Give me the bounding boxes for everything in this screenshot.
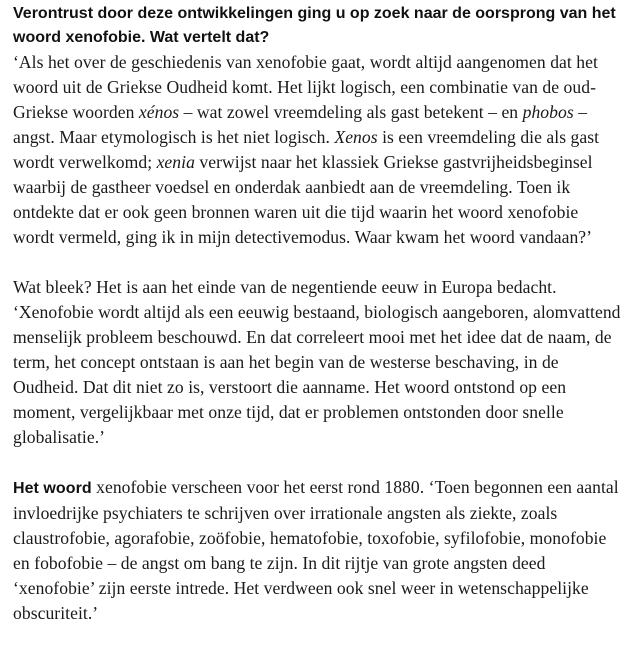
italic-term-xenia: xenia — [156, 152, 195, 172]
paragraph-nineteenth-century: Wat bleek? Het is aan het einde van de negentiende eeuw in Europa bedacht. ‘Xenofobie wordt altijd als een eeuwig bestaand, biologisch aangeboren, alomvattend menselijk probleem beschouwd. En dat correleert mooi met het idee dat de naam, de term, het concept ontstaan is aan het begin van de westerse beschaving, in de Oudheid. Dat dit niet zo is, verstoort die aanname. Het woord ontstond op een moment, vergelijkbaar met onze tijd, dat er problemen ontstonden door snelle globalisatie.’ — [13, 277, 621, 447]
text-segment: – angst. Maar etymologisch is het niet logisch. — [13, 102, 588, 147]
text-segment: is een vreemdeling die als gast wordt verwelkomd; — [13, 127, 600, 172]
text-segment: xenofobie verscheen voor het eerst rond 1880. ‘Toen begonnen een aantal invloedrijke psychiaters te schrijven over irrationale angsten als ziekte, zoals claustrofobie, agorafobie, zoöfobie, hematofobie, toxofobie, syfilofobie, monofobie en fobofobie – de angst om bang te zijn. In dit rijtje van grote angsten deed ‘xenofobie’ zijn eerste intrede. Het verdween ook snel weer in wetenschappelijke obscuriteit.’ — [13, 477, 619, 623]
interview-question: Verontrust door deze ontwikkelingen ging u op zoek naar de oorsprong van het woord xenofobie. Wat vertelt dat? — [13, 5, 616, 46]
text-segment: – wat zowel vreemdeling als gast betekent – en — [179, 102, 523, 122]
text-segment: verwijst naar het klassiek Griekse gastvrijheidsbeginsel waarbij de gastheer voedsel en onderdak aanbiedt aan de vreemdeling. Toen ik ontdekte dat er ook geen bronnen waren uit die tijd waarin het woord xenofobie wordt vermeld, ging ik in mijn detectivemodus. Waar kwam het woord vandaan?’ — [13, 152, 593, 247]
italic-term-phobos: phobos — [522, 102, 574, 122]
paragraph-spacer — [13, 250, 623, 275]
text-segment: ‘Als het over de geschiedenis van xenofobie gaat, wordt altijd aangenomen dat het woord uit de Griekse Oudheid komt. Het lijkt logisch, een combinatie van de oud-Griekse woorden — [13, 52, 598, 122]
paragraph-first-appearance — [13, 475, 623, 626]
paragraph-answer-etymology — [13, 50, 623, 250]
paragraph-lead-in: Het woord — [13, 480, 92, 497]
article-body — [13, 2, 623, 626]
italic-term-xenos-greek: xénos — [138, 102, 180, 122]
paragraph-spacer — [13, 450, 623, 475]
italic-term-xenos: Xenos — [334, 127, 378, 147]
